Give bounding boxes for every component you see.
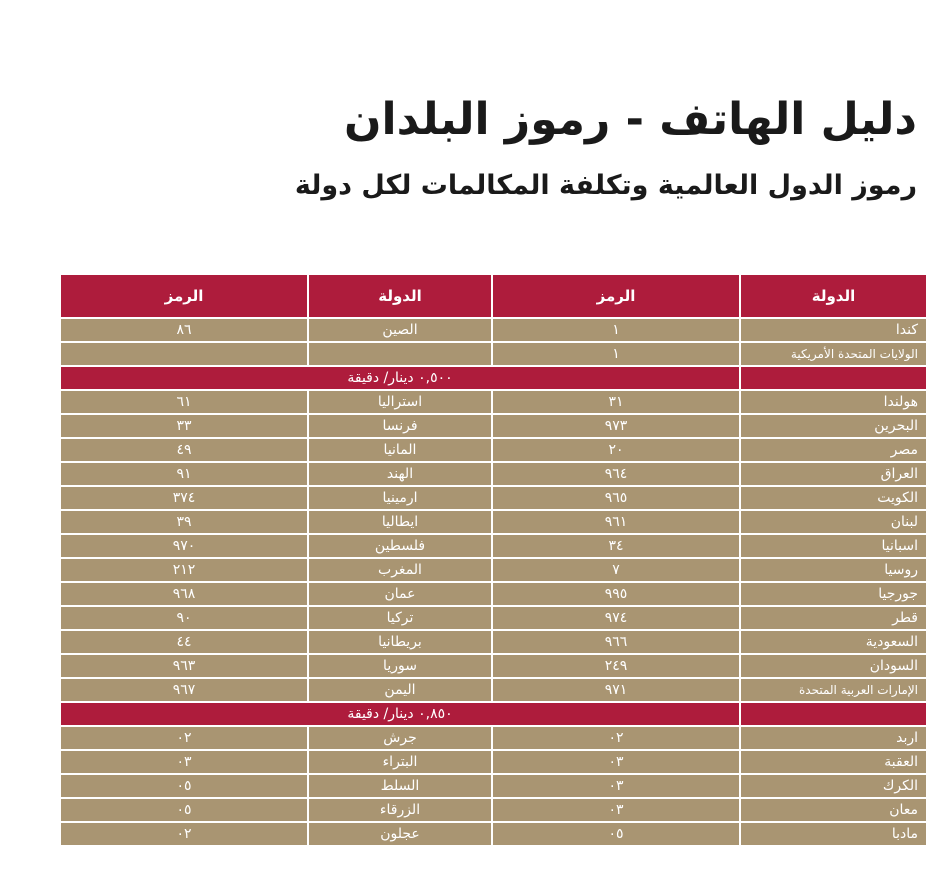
cell-country-b: اليمن xyxy=(308,678,492,702)
cell-country-b: جرش xyxy=(308,726,492,750)
cell-code-b: ٢١٢ xyxy=(60,558,308,582)
cell-code-a: ٠٣ xyxy=(492,750,740,774)
cell-code-a: ٩٦٦ xyxy=(492,630,740,654)
cell-code-b: ٩١ xyxy=(60,462,308,486)
cell-code-a: ١ xyxy=(492,342,740,366)
cell-country-b: استراليا xyxy=(308,390,492,414)
cell-code-a: ٣٤ xyxy=(492,534,740,558)
cell-code-b: ٠٢ xyxy=(60,726,308,750)
cell-country-b: الزرقاء xyxy=(308,798,492,822)
cell-country-b: سوريا xyxy=(308,654,492,678)
cell-code-b: ٨٦ xyxy=(60,318,308,342)
table-row xyxy=(60,798,927,822)
cell-code-a: ٩٧١ xyxy=(492,678,740,702)
table-row xyxy=(60,486,927,510)
cell-country-b: ارمينيا xyxy=(308,486,492,510)
table-row xyxy=(60,630,927,654)
cell-code-b: ٩٦٨ xyxy=(60,582,308,606)
cell-code-b: ٣٣ xyxy=(60,414,308,438)
table-row xyxy=(60,606,927,630)
cell-country-b: تركيا xyxy=(308,606,492,630)
rate-band-1-empty xyxy=(740,366,927,390)
cell-code-a: ٩٧٣ xyxy=(492,414,740,438)
cell-country-a: الولايات المتحدة الأمريكية xyxy=(740,342,927,366)
table-row xyxy=(60,726,927,750)
table-row xyxy=(60,558,927,582)
cell-country-a: كندا xyxy=(740,318,927,342)
cell-country-b: بريطانيا xyxy=(308,630,492,654)
table-body xyxy=(60,318,927,846)
cell-code-a: ٧ xyxy=(492,558,740,582)
table-row xyxy=(60,462,927,486)
page-subtitle: رموز الدول العالمية وتكلفة المكالمات لكل دولة xyxy=(294,170,917,201)
cell-country-a: لبنان xyxy=(740,510,927,534)
cell-country-a: الكرك xyxy=(740,774,927,798)
cell-code-b: ٠٥ xyxy=(60,774,308,798)
table-header-row xyxy=(60,274,927,318)
cell-country-b: فرنسا xyxy=(308,414,492,438)
cell-code-b: ٤٤ xyxy=(60,630,308,654)
cell-code-a: ٠٣ xyxy=(492,798,740,822)
page-title: دليل الهاتف - رموز البلدان xyxy=(343,94,917,145)
cell-code-a: ٩٩٥ xyxy=(492,582,740,606)
cell-country-b: البتراء xyxy=(308,750,492,774)
cell-country-b: السلط xyxy=(308,774,492,798)
cell-country-a: هولندا xyxy=(740,390,927,414)
cell-country-a: مصر xyxy=(740,438,927,462)
cell-country-a: اربد xyxy=(740,726,927,750)
cell-country-a: السودان xyxy=(740,654,927,678)
cell-country-b: الصين xyxy=(308,318,492,342)
rate-band-2-row xyxy=(60,702,927,726)
table-row xyxy=(60,582,927,606)
table-row xyxy=(60,654,927,678)
rate-band-2-empty xyxy=(740,702,927,726)
cell-country-a: مادبا xyxy=(740,822,927,846)
table-row xyxy=(60,750,927,774)
cell-country-b: المغرب xyxy=(308,558,492,582)
cell-country-a: البحرين xyxy=(740,414,927,438)
rate-band-1-row xyxy=(60,366,927,390)
cell-country-a: الإمارات العربية المتحدة xyxy=(740,678,927,702)
cell-code-a: ٩٦٥ xyxy=(492,486,740,510)
table-row xyxy=(60,414,927,438)
header-code-a: الرمز xyxy=(492,274,740,318)
cell-code-b: ٣٧٤ xyxy=(60,486,308,510)
cell-country-b: فلسطين xyxy=(308,534,492,558)
cell-code-b xyxy=(60,342,308,366)
cell-code-b: ٩٧٠ xyxy=(60,534,308,558)
cell-code-b: ٠٣ xyxy=(60,750,308,774)
table-row xyxy=(60,678,927,702)
cell-country-a: العراق xyxy=(740,462,927,486)
cell-code-a: ٠٥ xyxy=(492,822,740,846)
cell-country-b: عجلون xyxy=(308,822,492,846)
header-code-b: الرمز xyxy=(60,274,308,318)
table-row xyxy=(60,342,927,366)
cell-country-a: العقبة xyxy=(740,750,927,774)
cell-country-a: جورجيا xyxy=(740,582,927,606)
cell-country-b: الهند xyxy=(308,462,492,486)
rate-band-2: ٠,٨٥٠ دينار/ دقيقة xyxy=(60,702,740,726)
table-row xyxy=(60,534,927,558)
table-row xyxy=(60,774,927,798)
table-row xyxy=(60,438,927,462)
cell-code-b: ٩٦٣ xyxy=(60,654,308,678)
cell-code-a: ٢٠ xyxy=(492,438,740,462)
cell-code-a: ٩٧٤ xyxy=(492,606,740,630)
cell-code-b: ٠٥ xyxy=(60,798,308,822)
table-row xyxy=(60,390,927,414)
header-country-b: الدولة xyxy=(308,274,492,318)
cell-country-b: المانيا xyxy=(308,438,492,462)
header-country-a: الدولة xyxy=(740,274,927,318)
cell-country-a: معان xyxy=(740,798,927,822)
cell-country-a: روسيا xyxy=(740,558,927,582)
table-row xyxy=(60,822,927,846)
cell-code-b: ٦١ xyxy=(60,390,308,414)
cell-country-a: اسبانيا xyxy=(740,534,927,558)
country-codes-table xyxy=(59,273,928,847)
cell-code-b: ٠٢ xyxy=(60,822,308,846)
cell-code-a: ١ xyxy=(492,318,740,342)
table-row xyxy=(60,318,927,342)
cell-code-a: ٢٤٩ xyxy=(492,654,740,678)
cell-country-a: السعودية xyxy=(740,630,927,654)
rate-band-1: ٠,٥٠٠ دينار/ دقيقة xyxy=(60,366,740,390)
cell-code-b: ٩٠ xyxy=(60,606,308,630)
table-row xyxy=(60,510,927,534)
cell-code-b: ٣٩ xyxy=(60,510,308,534)
cell-country-b: عمان xyxy=(308,582,492,606)
cell-country-a: قطر xyxy=(740,606,927,630)
cell-code-a: ٩٦٤ xyxy=(492,462,740,486)
cell-code-a: ٣١ xyxy=(492,390,740,414)
cell-code-a: ٩٦١ xyxy=(492,510,740,534)
cell-code-a: ٠٣ xyxy=(492,774,740,798)
cell-country-b: ايطاليا xyxy=(308,510,492,534)
cell-code-b: ٩٦٧ xyxy=(60,678,308,702)
cell-country-a: الكويت xyxy=(740,486,927,510)
cell-code-a: ٠٢ xyxy=(492,726,740,750)
cell-code-b: ٤٩ xyxy=(60,438,308,462)
cell-country-b xyxy=(308,342,492,366)
